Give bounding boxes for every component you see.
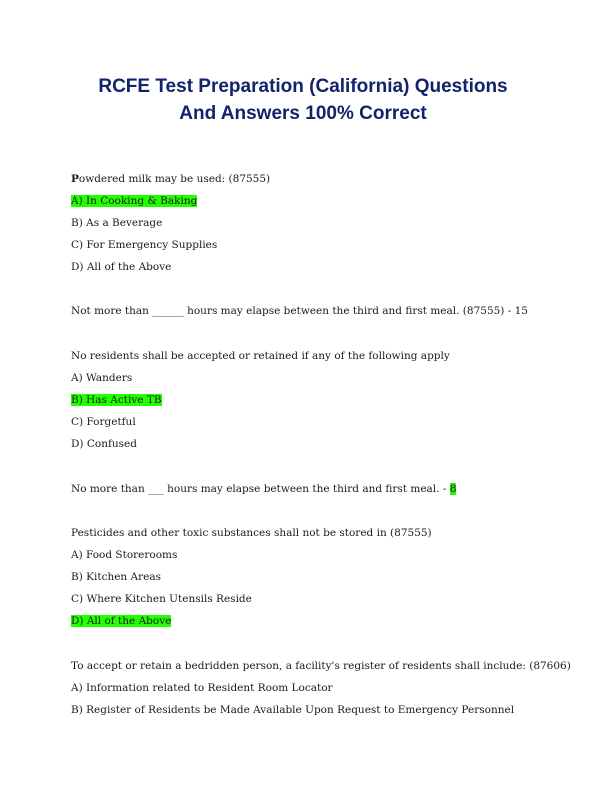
question-4-stem-text: No more than ___ hours may elapse between the third and first meal. - <box>71 483 450 495</box>
question-5-option-a: A) Food Storerooms <box>71 549 178 561</box>
highlighted-answer: A) In Cooking & Baking <box>71 195 198 207</box>
question-6-stem: To accept or retain a bedridden person, a facility's register of residents shall include: (87606) <box>71 660 571 672</box>
question-1-stem-initial: P <box>71 173 79 185</box>
question-4-stem <box>71 482 456 496</box>
question-3-option-b <box>71 393 162 407</box>
question-1-option-d: D) All of the Above <box>71 261 172 273</box>
question-5-option-b: B) Kitchen Areas <box>71 571 161 583</box>
question-3-stem: No residents shall be accepted or retained if any of the following apply <box>71 350 450 362</box>
question-5-option-d <box>71 614 171 628</box>
document-title-line-2: And Answers 100% Correct <box>179 103 427 124</box>
question-1-option-a <box>71 194 197 208</box>
question-2-stem: Not more than ______ hours may elapse between the third and first meal. (87555) - 15 <box>71 305 528 317</box>
question-5-option-c: C) Where Kitchen Utensils Reside <box>71 593 252 605</box>
question-6-option-b: B) Register of Residents be Made Available Upon Request to Emergency Personnel <box>71 704 515 716</box>
question-5-stem: Pesticides and other toxic substances shall not be stored in (87555) <box>71 527 432 539</box>
question-6-option-a: A) Information related to Resident Room Locator <box>71 682 333 694</box>
question-1-stem <box>71 172 270 186</box>
question-3-option-a: A) Wanders <box>71 372 133 384</box>
question-3-option-d: D) Confused <box>71 438 137 450</box>
question-1-option-b: B) As a Beverage <box>71 217 163 229</box>
document-title-line-1: RCFE Test Preparation (California) Questions <box>98 76 508 97</box>
question-3-option-c: C) Forgetful <box>71 416 136 428</box>
question-1-option-c: C) For Emergency Supplies <box>71 239 218 251</box>
highlighted-answer: B) Has Active TB <box>71 394 162 406</box>
highlighted-answer: 8 <box>449 483 457 495</box>
question-1-stem-text: owdered milk may be used: (87555) <box>78 173 271 185</box>
highlighted-answer: D) All of the Above <box>71 615 172 627</box>
